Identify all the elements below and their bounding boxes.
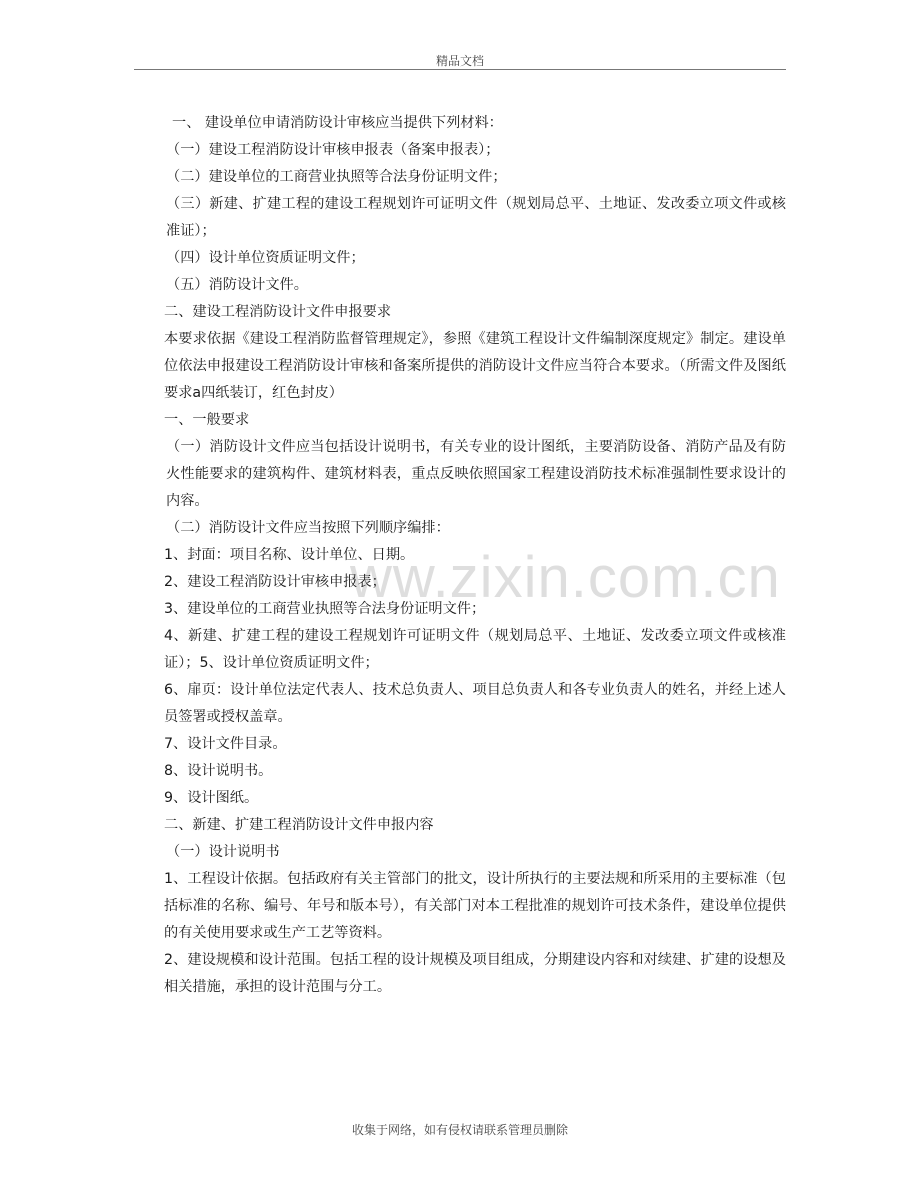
- list-item: 8、设计说明书。: [164, 763, 273, 779]
- list-item: （五）消防设计文件。: [166, 277, 308, 293]
- paragraph: （二）消防设计文件应当按照下列顺序编排：: [166, 520, 450, 536]
- paragraph: （一）消防设计文件应当包括设计说明书，有关专业的设计图纸，主要消防设备、消防产品及有防火性能要求的建筑构件、建筑材料表，重点反映依照国家工程建设消防技术标准强制性要求设计的内容。: [166, 439, 786, 509]
- paragraph: 本要求依据《建设工程消防监督管理规定》，参照《建筑工程设计文件编制深度规定》制定。建设单位依法申报建设工程消防设计审核和备案所提供的消防设计文件应当符合本要求。（所需文件及图纸要求a四纸装订，红色封皮）: [164, 331, 786, 401]
- section-heading: 一、一般要求: [164, 412, 250, 428]
- paragraph: 1、工程设计依据。包括政府有关主管部门的批文，设计所执行的主要法规和所采用的主要标准（包括标准的名称、编号、年号和版本号），有关部门对本工程批准的规划许可技术条件，建设单位提供的有关使用要求或生产工艺等资料。: [164, 871, 786, 941]
- header-divider: [134, 69, 786, 70]
- section-heading: 二、新建、扩建工程消防设计文件申报内容: [164, 817, 434, 833]
- watermark: ww.zixin.com.cn: [350, 545, 781, 610]
- section-heading: 二、建设工程消防设计文件申报要求: [164, 304, 392, 320]
- list-item: （四）设计单位资质证明文件；: [166, 250, 365, 266]
- list-item: 9、设计图纸。: [164, 790, 259, 806]
- list-item: （二）建设单位的工商营业执照等合法身份证明文件；: [166, 169, 507, 185]
- list-item: 7、设计文件目录。: [164, 736, 287, 752]
- paragraph: 2、建设规模和设计范围。包括工程的设计规模及项目组成，分期建设内容和对续建、扩建的设想及相关措施，承担的设计范围与分工。: [164, 952, 786, 995]
- list-item: 6、扉页：设计单位法定代表人、技术总负责人、项目总负责人和各专业负责人的姓名，并经上述人员签署或授权盖章。: [164, 682, 786, 725]
- list-item: 4、新建、扩建工程的建设工程规划许可证明文件（规划局总平、土地证、发改委立项文件或核准证）；5、设计单位资质证明文件；: [164, 628, 786, 671]
- list-item: （一）建设工程消防设计审核申报表（备案申报表）；: [166, 142, 500, 158]
- list-item: （三）新建、扩建工程的建设工程规划许可证明文件（规划局总平、土地证、发改委立项文件或核准证）；: [166, 196, 786, 239]
- document-body: [138, 110, 786, 1001]
- list-item: 1、封面：项目名称、设计单位、日期。: [164, 547, 415, 563]
- list-item: 3、建设单位的工商营业执照等合法身份证明文件；: [164, 601, 486, 617]
- page-footer: 收集于网络，如有侵权请联系管理员删除: [351, 1123, 568, 1137]
- page-header: 精品文档: [435, 54, 484, 68]
- subsection-heading: （一）设计说明书: [166, 844, 280, 860]
- section-heading: 一、 建设单位申请消防设计审核应当提供下列材料：: [172, 115, 503, 131]
- list-item: 2、建设工程消防设计审核申报表；: [164, 574, 386, 590]
